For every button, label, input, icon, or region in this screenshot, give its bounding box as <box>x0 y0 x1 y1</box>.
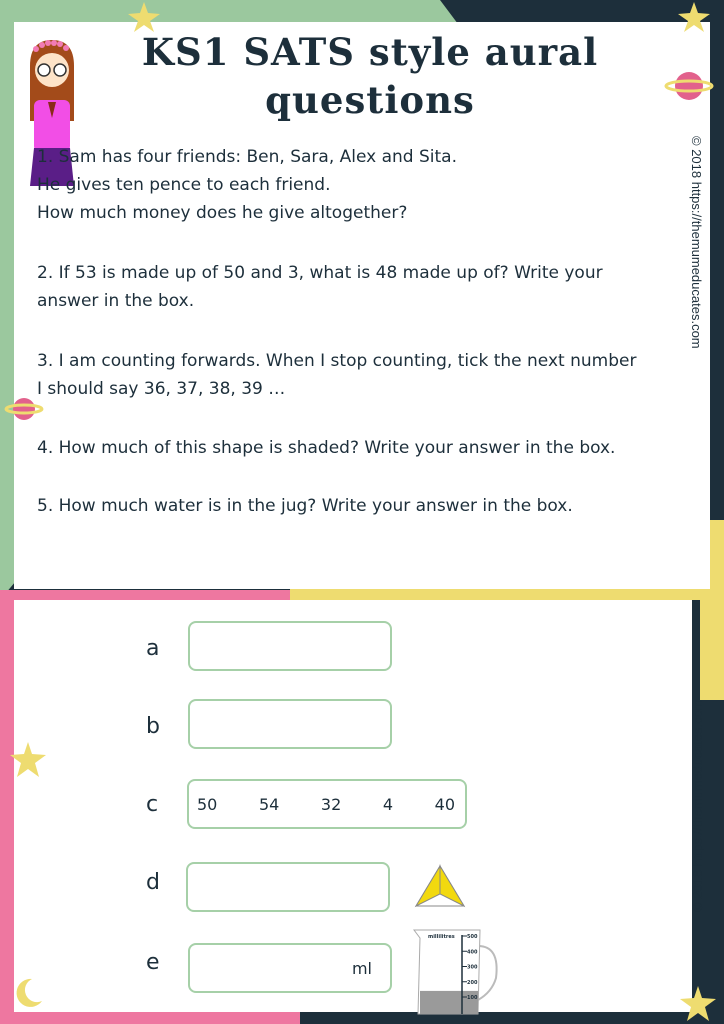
option-4[interactable]: 4 <box>382 794 394 814</box>
question-4 <box>37 434 687 462</box>
question-text: 4. How much of this shape is shaded? Write your answer in the box. <box>37 438 616 458</box>
option-54[interactable]: 54 <box>258 794 280 814</box>
unit-label: ml <box>351 959 372 978</box>
question-text: I should say 36, 37, 38, 39 … <box>37 379 286 399</box>
question-text: 2. If 53 is made up of 50 and 3, what is 48 made up of? Write your <box>37 263 603 283</box>
triangle-shape <box>414 864 466 912</box>
moon-icon <box>10 975 46 1011</box>
tick-label: 500 <box>467 934 478 940</box>
tick-label: 400 <box>467 949 478 956</box>
tick-label: 200 <box>467 979 478 986</box>
label-e: e <box>146 950 160 975</box>
question-text: 3. I am counting forwards. When I stop counting, tick the next number <box>37 351 637 371</box>
label-b: b <box>146 714 160 739</box>
answer-box-e[interactable] <box>188 943 392 993</box>
label-d: d <box>146 870 160 895</box>
measuring-jug <box>412 928 502 1016</box>
pink-bottom <box>0 1012 130 1024</box>
tick-label: 300 <box>467 964 478 971</box>
answer-box-b[interactable] <box>188 699 392 749</box>
question-1 <box>37 143 687 227</box>
question-text: 1. Sam has four friends: Ben, Sara, Alex and Sita. <box>37 147 458 167</box>
answer-options-c <box>187 779 467 829</box>
title-line: KS1 SATS style aural <box>141 30 599 74</box>
copyright-text: © 2018 https://themumeducates.com <box>689 136 704 349</box>
question-text: He gives ten pence to each friend. <box>37 175 331 195</box>
question-2 <box>37 259 687 315</box>
option-40[interactable]: 40 <box>434 794 455 814</box>
answer-box-d[interactable] <box>186 862 390 912</box>
title-line: questions <box>265 78 475 122</box>
question-text: answer in the box. <box>37 291 195 311</box>
copyright-text: © 2018 https://themumeducates.com <box>690 699 705 912</box>
label-c: c <box>146 792 159 817</box>
question-3 <box>37 347 687 403</box>
question-text: 5. How much water is in the jug? Write your answer in the box. <box>37 496 573 516</box>
unit-label: millilitres <box>428 934 455 940</box>
star-icon <box>8 740 48 780</box>
star-icon <box>678 984 718 1024</box>
page-title <box>120 28 620 124</box>
question-5 <box>37 492 687 520</box>
option-50[interactable]: 50 <box>197 794 218 814</box>
tick-label: 100 <box>467 995 478 1001</box>
label-a: a <box>146 636 160 661</box>
option-32[interactable]: 32 <box>320 794 342 814</box>
yellow-band <box>290 589 724 600</box>
answer-box-a[interactable] <box>188 621 392 671</box>
star-icon <box>676 0 712 36</box>
planet-icon <box>664 66 714 106</box>
question-text: How much money does he give altogether? <box>37 203 408 223</box>
